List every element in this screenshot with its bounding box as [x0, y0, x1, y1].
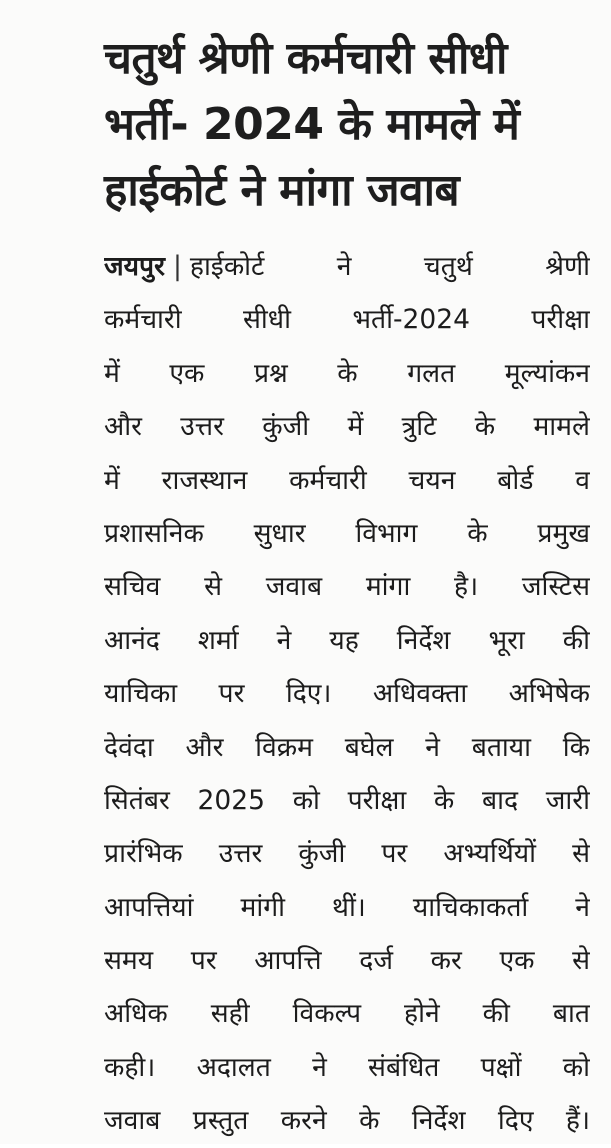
body-line: याचिका पर दिए। अधिवक्ता अभिषेक — [104, 678, 590, 710]
headline — [104, 26, 584, 224]
headline-line: हाईकोर्ट ने मांगा जवाब — [104, 165, 460, 216]
body-line: अधिक सही विकल्प होने की बात — [104, 998, 590, 1030]
dateline-separator: | — [172, 251, 182, 282]
body-line: प्रारंभिक उत्तर कुंजी पर अभ्यर्थियों से — [104, 838, 590, 870]
body-line: समय पर आपत्ति दर्ज कर एक से — [104, 945, 590, 977]
headline-line: चतुर्थ श्रेणी कर्मचारी सीधी — [104, 33, 507, 84]
body-line: कही। अदालत ने संबंधित पक्षों को — [104, 1051, 590, 1083]
body-line: आनंद शर्मा ने यह निर्देश भूरा की — [104, 624, 590, 656]
body-line: सितंबर 2025 को परीक्षा के बाद जारी — [104, 784, 590, 816]
body-line-with-dateline — [104, 240, 590, 293]
body-line: जवाब प्रस्तुत करने के निर्देश दिए हैं। — [104, 1105, 590, 1137]
body-line: आपत्तियां मांगी थीं। याचिकाकर्ता ने — [104, 891, 590, 923]
headline-line: भर्ती- 2024 के मामले में — [104, 99, 520, 150]
dateline: जयपुर — [104, 251, 165, 282]
body-line: देवंदा और विक्रम बघेल ने बताया कि — [104, 731, 590, 763]
body-line: में राजस्थान कर्मचारी चयन बोर्ड व — [104, 464, 590, 496]
article-body — [104, 240, 590, 1148]
body-first-line-text: हाईकोर्ट ने चतुर्थ श्रेणी — [189, 251, 590, 282]
body-line: में एक प्रश्न के गलत मूल्यांकन — [104, 357, 590, 389]
body-line: सचिव से जवाब मांगा है। जस्टिस — [104, 571, 590, 603]
body-line: और उत्तर कुंजी में त्रुटि के मामले — [104, 411, 590, 443]
body-line: कर्मचारी सीधी भर्ती-2024 परीक्षा — [104, 304, 590, 336]
body-line: प्रशासनिक सुधार विभाग के प्रमुख — [104, 517, 590, 549]
